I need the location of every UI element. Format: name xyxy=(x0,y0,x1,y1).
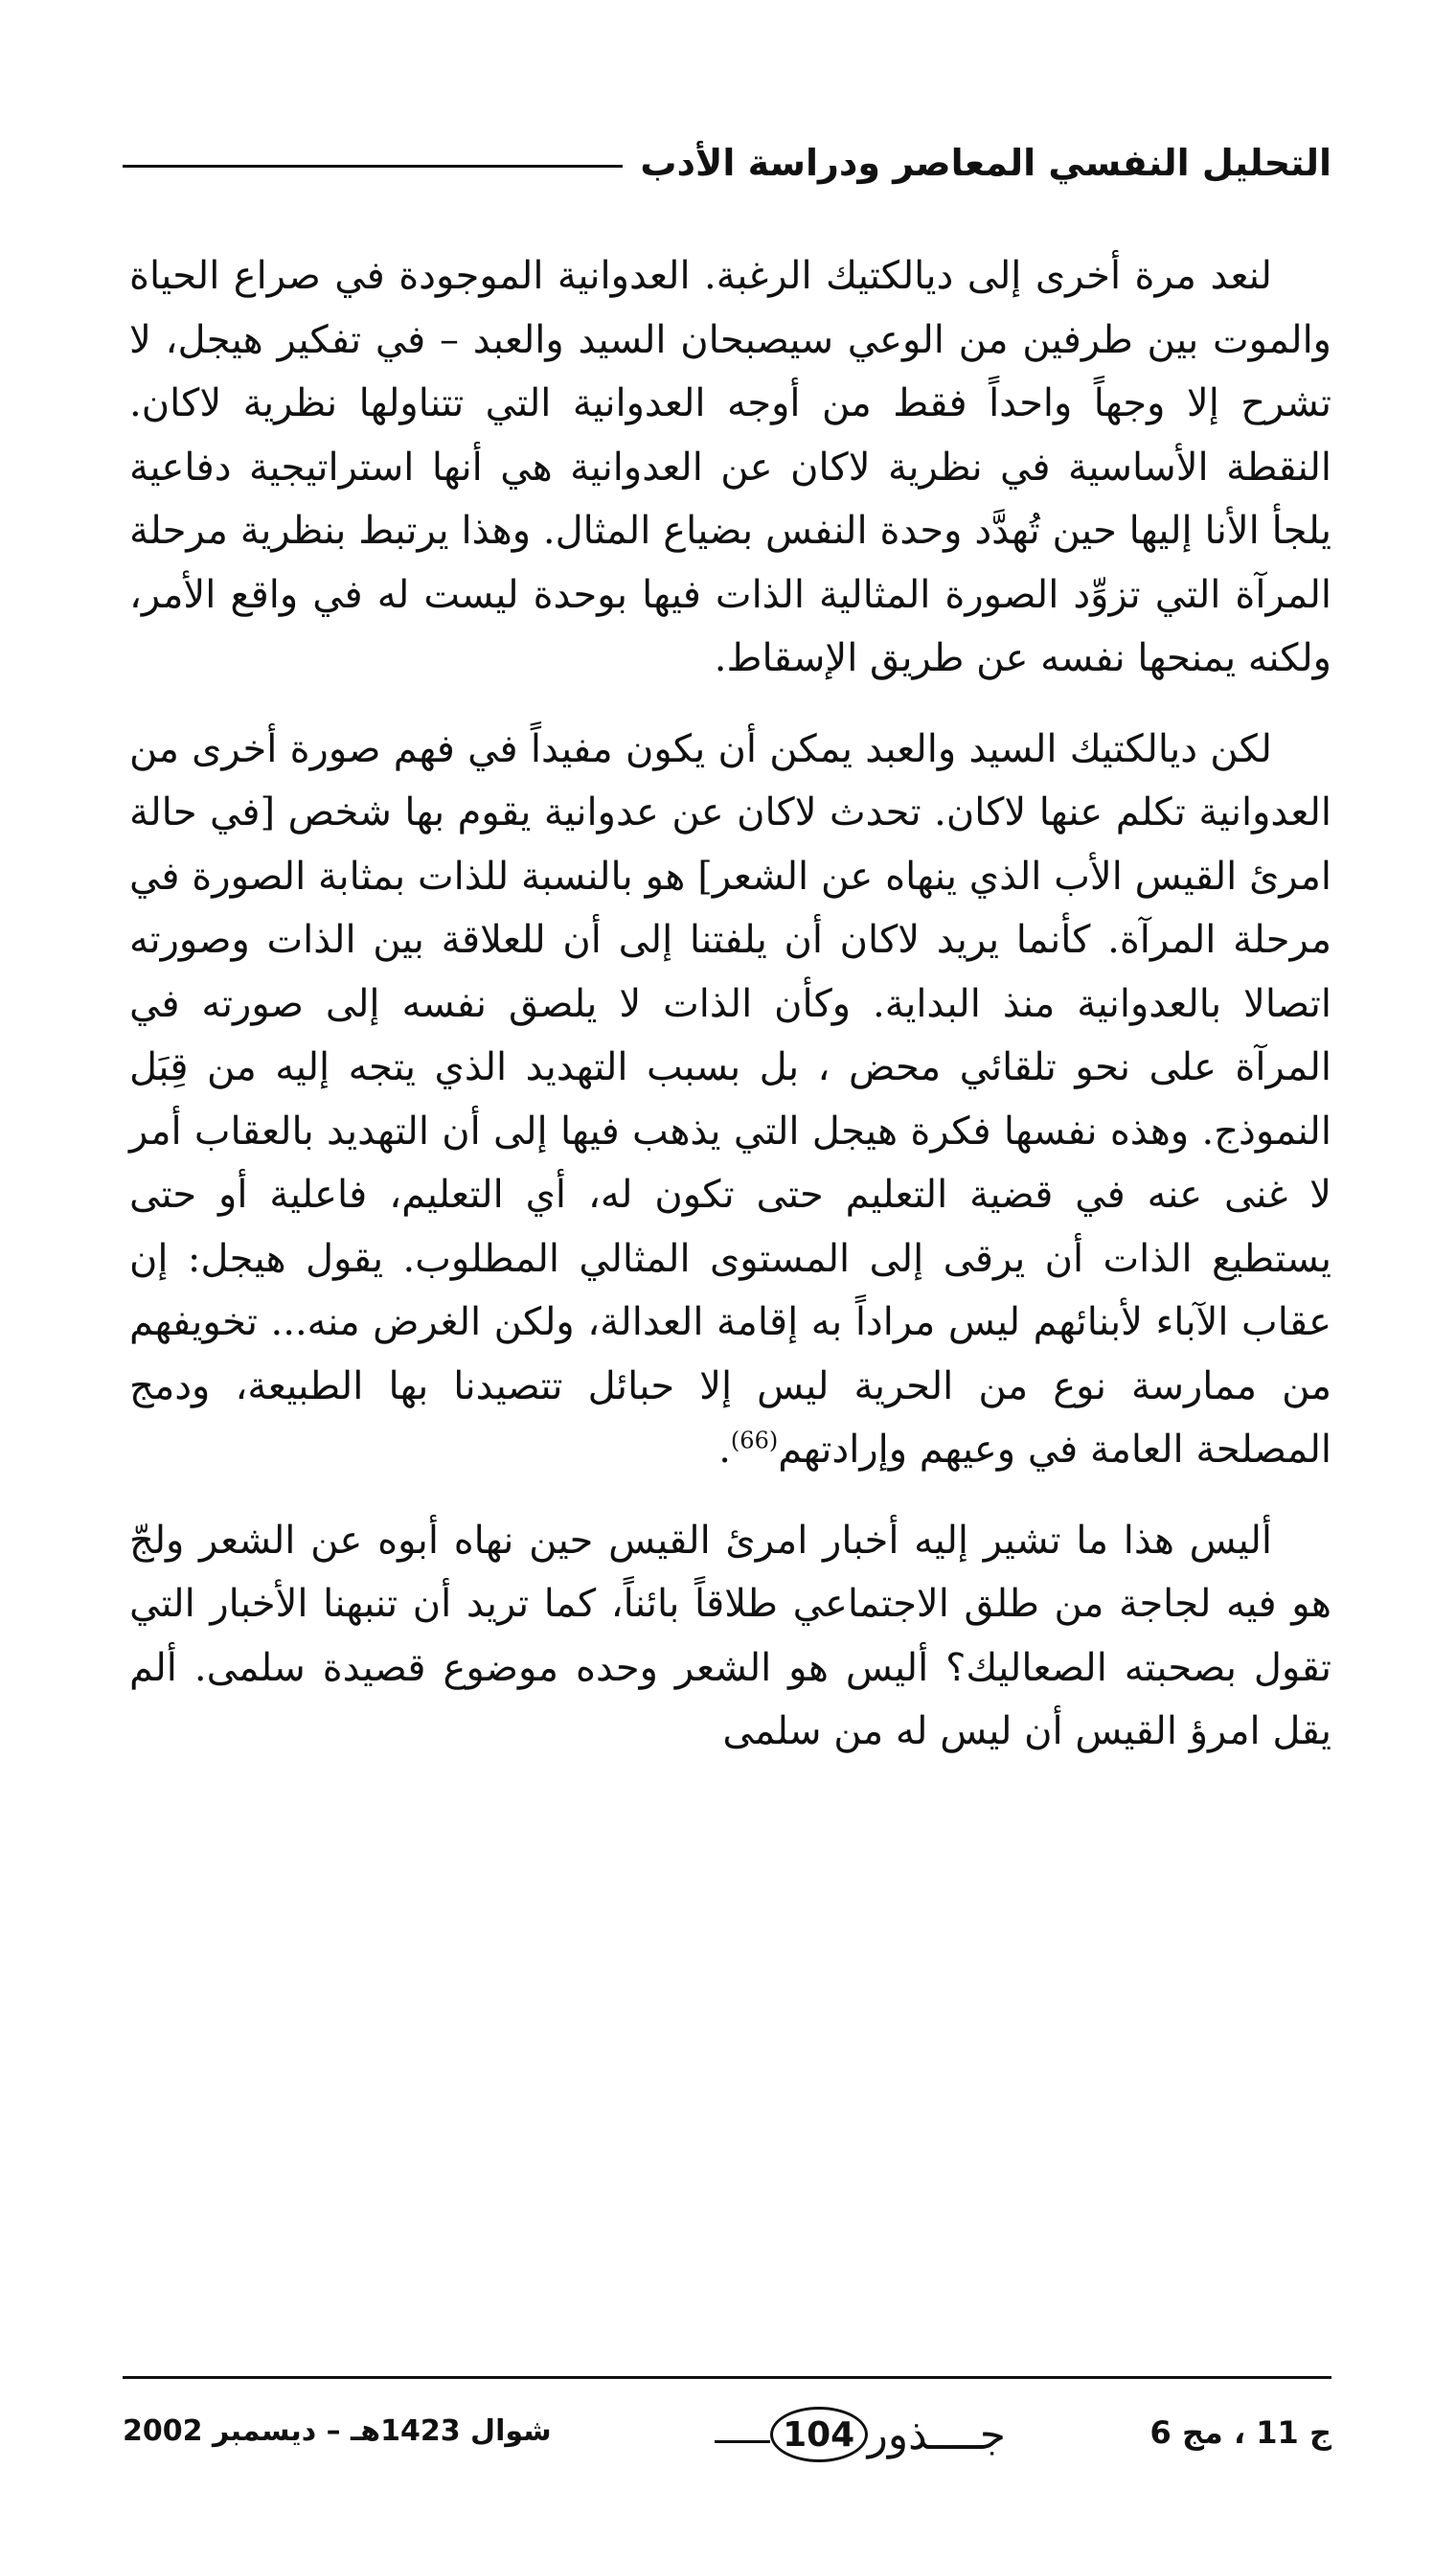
paragraph-2-end: . xyxy=(718,1428,731,1472)
running-header xyxy=(123,134,1331,192)
journal-tail-rule xyxy=(715,2440,770,2443)
page-footer xyxy=(123,2395,1331,2481)
paragraph-2 xyxy=(129,718,1331,1482)
footer-rule xyxy=(123,2376,1331,2379)
journal-name: جــــذور xyxy=(867,2410,1006,2459)
page-number: 104 xyxy=(770,2407,868,2462)
paragraph-1 xyxy=(129,244,1331,691)
paragraph-3 xyxy=(129,1509,1331,1764)
footer-issue: ج 11 ، مج 6 xyxy=(1149,2414,1331,2451)
footnote-ref-66: (66) xyxy=(730,1427,779,1454)
paragraph-2-text: لكن ديالكتيك السيد والعبد يمكن أن يكون مفيداً في فهم صورة أخرى من العدوانية تكلم عنها لاكان. تحدث لاكان عن عدوانية يقوم بها شخص [في حالة امرئ القيس الأب الذي ينهاه عن الشعر] هو بالنسبة للذات بمثابة الصورة في مرحلة المرآة. كأنما يريد لاكان أن يلفتنا إلى أن للعلاقة بين الذات وصورته اتصالا بالعدوانية منذ البداية. وكأن الذات لا يلصق نفسه إلى صورته في المرآة على نحو تلقائي محض ، بل بسبب التهديد الذي يتجه إليه من قِبَل النموذج. وهذه نفسها فكرة هيجل التي يذهب فيها إلى أن التهديد بالعقاب أمر لا غنى عنه في قضية التعليم حتى تكون له، أي التعليم، فاعلية أو حتى يستطيع الذات أن يرقى إلى المستوى المثالي المطلوب. يقول هيجل: إن عقاب الآباء لأبنائهم ليس مراداً به إقامة العدالة، ولكن الغرض منه... تخويفهم من ممارسة نوع من الحرية ليس إلا حبائل تتصيدنا بها الطبيعة، ودمج المصلحة العامة في وعيهم وإرادتهم xyxy=(129,726,1331,1472)
footer-journal-mark xyxy=(715,2401,1006,2468)
paragraph-3-text: أليس هذا ما تشير إليه أخبار امرئ القيس حين نهاه أبوه عن الشعر ولجّ هو فيه لجاجة من طلق الاجتماعي طلاقاً بائناً، كما تريد أن تنبهنا الأخبار التي تقول بصحبته الصعاليك؟ أليس هو الشعر وحده موضوع قصيدة سلمى. ألم يقل امرؤ القيس أن ليس له من سلمى xyxy=(129,1518,1331,1753)
body-text xyxy=(129,244,1331,1791)
footer-date: شوال 1423هـ – ديسمبر 2002 xyxy=(123,2414,552,2448)
header-rule xyxy=(123,165,623,168)
paragraph-1-text: لنعد مرة أخرى إلى ديالكتيك الرغبة. العدوانية الموجودة في صراع الحياة والموت بين طرفين من الوعي سيصبحان السيد والعبد – في تفكير هيجل، لا تشرح إلا وجهاً واحداً فقط من أوجه العدوانية التي تتناولها نظرية لاكان. النقطة الأساسية في نظرية لاكان عن العدوانية هي أنها استراتيجية دفاعية يلجأ الأنا إليها حين تُهدَّد وحدة النفس بضياع المثال. وهذا يرتبط بنظرية مرحلة المرآة التي تزوِّد الصورة المثالية الذات فيها بوحدة ليست له في واقع الأمر، ولكنه يمنحها نفسه عن طريق الإسقاط. xyxy=(129,254,1331,680)
header-title: التحليل النفسي المعاصر ودراسة الأدب xyxy=(640,142,1331,184)
